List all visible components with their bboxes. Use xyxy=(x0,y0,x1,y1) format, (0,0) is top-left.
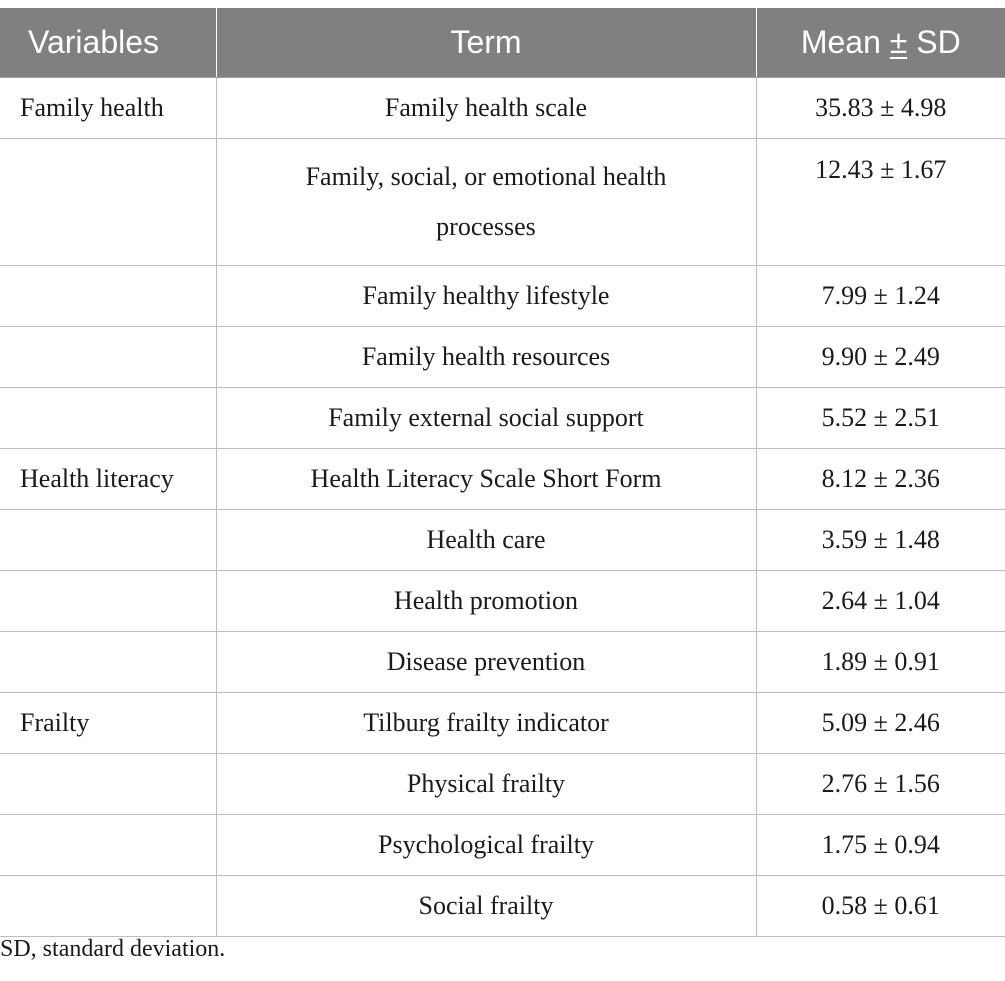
cell-variable: Health literacy xyxy=(0,449,216,510)
header-sd-label: SD xyxy=(907,24,961,60)
cell-variable xyxy=(0,754,216,815)
cell-term: Disease prevention xyxy=(216,632,756,693)
table-row xyxy=(0,139,1005,266)
cell-term: Tilburg frailty indicator xyxy=(216,693,756,754)
cell-variable xyxy=(0,876,216,937)
cell-variable xyxy=(0,510,216,571)
cell-mean-sd: 8.12 ± 2.36 xyxy=(756,449,1005,510)
header-mean-sd xyxy=(756,8,1005,78)
cell-term: Health Literacy Scale Short Form xyxy=(216,449,756,510)
header-variables: Variables xyxy=(0,8,216,78)
table-row xyxy=(0,510,1005,571)
table-row xyxy=(0,632,1005,693)
cell-mean-sd: 9.90 ± 2.49 xyxy=(756,327,1005,388)
cell-mean-sd: 5.09 ± 2.46 xyxy=(756,693,1005,754)
cell-term: Social frailty xyxy=(216,876,756,937)
cell-term: Family health resources xyxy=(216,327,756,388)
cell-mean-sd: 2.64 ± 1.04 xyxy=(756,571,1005,632)
cell-term-text: Family, social, or emotional health processes xyxy=(305,162,667,241)
table-row xyxy=(0,78,1005,139)
cell-variable xyxy=(0,815,216,876)
cell-variable xyxy=(0,266,216,327)
header-term: Term xyxy=(216,8,756,78)
cell-variable: Family health xyxy=(0,78,216,139)
cell-mean-sd: 7.99 ± 1.24 xyxy=(756,266,1005,327)
cell-variable xyxy=(0,632,216,693)
table-row xyxy=(0,388,1005,449)
table-row xyxy=(0,693,1005,754)
cell-mean-sd: 5.52 ± 2.51 xyxy=(756,388,1005,449)
cell-variable xyxy=(0,571,216,632)
cell-term: Health care xyxy=(216,510,756,571)
cell-mean-sd: 1.75 ± 0.94 xyxy=(756,815,1005,876)
cell-mean-sd: 35.83 ± 4.98 xyxy=(756,78,1005,139)
table-row xyxy=(0,449,1005,510)
table-row xyxy=(0,876,1005,937)
table-body xyxy=(0,78,1005,937)
header-mean-label: Mean xyxy=(800,24,890,60)
cell-term: Psychological frailty xyxy=(216,815,756,876)
cell-mean-sd: 3.59 ± 1.48 xyxy=(756,510,1005,571)
cell-variable: Frailty xyxy=(0,693,216,754)
cell-variable xyxy=(0,388,216,449)
table-footnote: SD, standard deviation. xyxy=(0,936,226,962)
data-table-container xyxy=(0,8,1005,937)
cell-variable xyxy=(0,327,216,388)
cell-mean-sd: 2.76 ± 1.56 xyxy=(756,754,1005,815)
header-row xyxy=(0,8,1005,78)
cell-mean-sd: 0.58 ± 0.61 xyxy=(756,876,1005,937)
descriptive-statistics-table xyxy=(0,8,1005,937)
table-row xyxy=(0,571,1005,632)
table-header xyxy=(0,8,1005,78)
cell-variable xyxy=(0,139,216,266)
cell-term: Health promotion xyxy=(216,571,756,632)
cell-term: Family healthy lifestyle xyxy=(216,266,756,327)
table-row xyxy=(0,327,1005,388)
cell-mean-sd: 1.89 ± 0.91 xyxy=(756,632,1005,693)
cell-term: Family external social support xyxy=(216,388,756,449)
header-plus-minus: ± xyxy=(889,24,908,60)
cell-mean-sd: 12.43 ± 1.67 xyxy=(756,139,1005,266)
table-row xyxy=(0,815,1005,876)
cell-term: Physical frailty xyxy=(216,754,756,815)
table-row xyxy=(0,754,1005,815)
cell-term xyxy=(216,139,756,266)
table-row xyxy=(0,266,1005,327)
cell-term: Family health scale xyxy=(216,78,756,139)
